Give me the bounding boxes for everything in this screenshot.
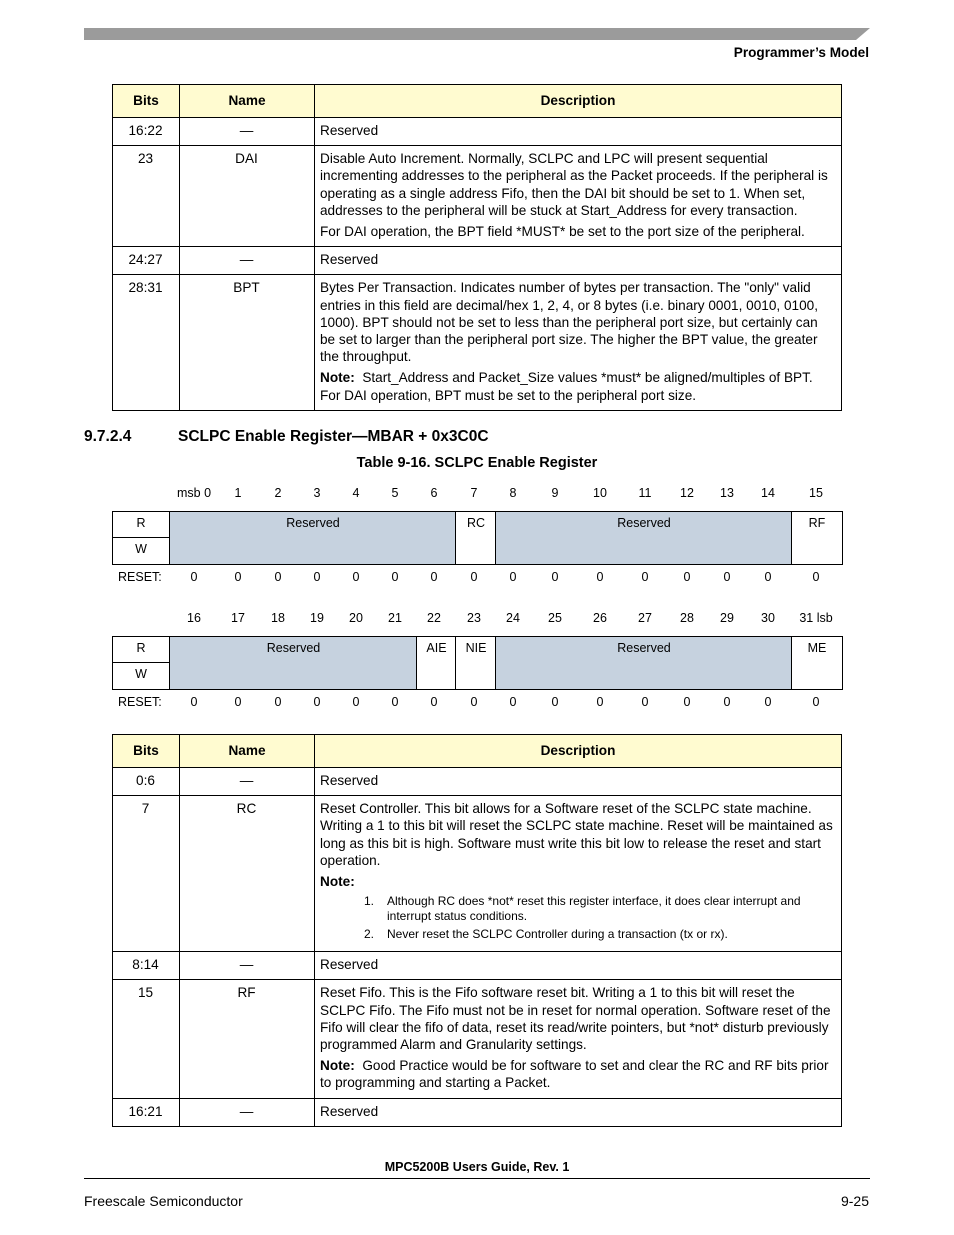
bits-cell: 8:14: [113, 952, 180, 980]
header-bar: [84, 28, 870, 40]
reset-value-9: 0: [551, 570, 559, 584]
field-rf: RF: [791, 512, 842, 564]
note-text: Start_Address and Packet_Size values *must* be aligned/multiples of BPT. For DAI operation, BPT must be set to the peripheral port size.: [320, 370, 813, 403]
table-row: [113, 796, 842, 952]
reset-values-lower: [112, 695, 843, 711]
reset-value-14: 0: [764, 695, 772, 709]
bit-number-3: 3: [313, 486, 321, 500]
bit-number-6: 6: [430, 486, 438, 500]
reset-value-2: 0: [274, 570, 282, 584]
table-row: [113, 247, 842, 275]
bits-cell: 15: [113, 980, 180, 1098]
description-cell: Disable Auto Increment. Normally, SCLPC and LPC will present sequential incrementing addresses to the peripheral as the Packet proceeds. If the peripheral is operating as a single address Fifo, then the DAI bit should be set to 1. When set, addresses to the peripheral will be stuck at Start_Address for every transaction. For DAI operation, the BPT field *MUST* be set to the port size of the peripheral.: [315, 146, 842, 247]
bit-number-14: 14: [761, 486, 775, 500]
col-header-bits: Bits: [113, 85, 180, 118]
bit-number-8: 8: [509, 486, 517, 500]
description-cell: Reserved: [315, 247, 842, 275]
reset-value-1: 0: [234, 695, 242, 709]
bit-numbers-lower: [112, 611, 843, 627]
bit-number-12: 28: [680, 611, 694, 625]
reset-label: RESET:: [118, 695, 162, 709]
description-cell: Reset Fifo. This is the Fifo software reset bit. Writing a 1 to this bit will reset the SCLPC Fifo. The Fifo must not be in reset for normal operation. Software reset of the Fifo will clear the fifo of data, reset its read/write pointers, but *not* disturb previously programmed Alarm and Granularity settings. Note: Good Practice would be for software to set and clear the RC and RF bits prior to programming and starting a Packet.: [315, 980, 842, 1098]
bit-number-8: 24: [506, 611, 520, 625]
reset-value-4: 0: [352, 570, 360, 584]
reset-value-0: 0: [190, 695, 198, 709]
description-cell: Reserved: [315, 952, 842, 980]
name-cell: BPT: [180, 275, 315, 410]
field-rc: RC: [455, 512, 496, 564]
bit-number-1: 17: [231, 611, 245, 625]
bit-number-5: 5: [391, 486, 399, 500]
bit-number-9: 25: [548, 611, 562, 625]
write-row-label: W: [135, 542, 147, 556]
field-nie: NIE: [455, 637, 496, 689]
bit-description-table-2: [112, 734, 842, 1127]
table-row: [113, 768, 842, 796]
register-fields-lower: [112, 636, 843, 690]
reset-label: RESET:: [118, 570, 162, 584]
reset-value-6: 0: [430, 570, 438, 584]
description-cell: Bytes Per Transaction. Indicates number of bytes per transaction. The "only" valid entries in this field are decimal/hex 1, 2, 4, or 8 bytes (i.e. binary 0001, 0010, 0100, 1000). BPT should not be set to less than the peripheral port size, but certainly can be set to larger than the peripheral port size. The higher the BPT value, the greater the throughput. Note: Start_Address and Packet_Size values *must* be aligned/multiples of BPT. For DAI operation, BPT must be set to the peripheral port size.: [315, 275, 842, 410]
name-cell: —: [180, 1098, 315, 1126]
reset-value-12: 0: [683, 570, 691, 584]
description-cell: Reserved: [315, 768, 842, 796]
bit-number-2: 2: [274, 486, 282, 500]
reset-value-9: 0: [551, 695, 559, 709]
footer-company: Freescale Semiconductor: [84, 1193, 243, 1209]
reset-value-3: 0: [313, 695, 321, 709]
bit-number-7: 23: [467, 611, 481, 625]
bits-cell: 23: [113, 146, 180, 247]
reset-value-5: 0: [391, 695, 399, 709]
field-reserved: Reserved: [495, 512, 792, 564]
page-header-title: Programmer’s Model: [733, 45, 869, 60]
reset-value-11: 0: [641, 695, 649, 709]
footer-divider: [84, 1178, 870, 1179]
name-cell: RF: [180, 980, 315, 1098]
reset-value-5: 0: [391, 570, 399, 584]
reset-value-11: 0: [641, 570, 649, 584]
bits-cell: 16:22: [113, 118, 180, 146]
table-row: [113, 146, 842, 247]
reset-value-10: 0: [596, 570, 604, 584]
bit-number-11: 11: [638, 486, 652, 500]
field-aie: AIE: [416, 637, 456, 689]
reset-value-6: 0: [430, 695, 438, 709]
field-reserved: Reserved: [495, 637, 792, 689]
bit-number-4: 4: [352, 486, 360, 500]
bit-number-10: 26: [593, 611, 607, 625]
note-label: Note:: [320, 874, 355, 890]
section-number: 9.7.2.4: [84, 428, 132, 445]
bit-number-15: 31 lsb: [799, 611, 833, 625]
name-cell: —: [180, 952, 315, 980]
table-row: [113, 275, 842, 410]
bit-number-11: 27: [638, 611, 652, 625]
reset-value-12: 0: [683, 695, 691, 709]
col-header-name: Name: [180, 85, 315, 118]
note-label: Note:: [320, 370, 355, 386]
reset-value-7: 0: [470, 570, 478, 584]
bit-number-12: 12: [680, 486, 694, 500]
section-title: SCLPC Enable Register—MBAR + 0x3C0C: [178, 428, 489, 445]
reset-value-4: 0: [352, 695, 360, 709]
table-row: [113, 952, 842, 980]
table-row: [113, 118, 842, 146]
reset-value-8: 0: [509, 570, 517, 584]
bit-number-0: msb 0: [176, 486, 212, 500]
bit-numbers-upper: [112, 486, 843, 502]
reset-value-8: 0: [509, 695, 517, 709]
bit-number-13: 29: [720, 611, 734, 625]
reset-value-15: 0: [812, 695, 820, 709]
section-heading: [84, 428, 489, 446]
reset-value-2: 0: [274, 695, 282, 709]
reset-values-upper: [112, 570, 843, 586]
reset-value-7: 0: [470, 695, 478, 709]
bits-cell: 16:21: [113, 1098, 180, 1126]
description-cell: Reserved: [315, 1098, 842, 1126]
field-me: ME: [791, 637, 842, 689]
note-label: Note:: [320, 1058, 355, 1074]
description-cell: Reserved: [315, 118, 842, 146]
name-cell: —: [180, 118, 315, 146]
bit-number-1: 1: [234, 486, 242, 500]
col-header-description: Description: [315, 85, 842, 118]
write-row-label: W: [135, 667, 147, 681]
bit-number-13: 13: [720, 486, 734, 500]
reset-value-1: 0: [234, 570, 242, 584]
bit-number-4: 20: [349, 611, 363, 625]
table-row: [113, 1098, 842, 1126]
list-item: 1. Although RC does *not* reset this register interface, it does clear interrupt and interrupt status conditions.: [364, 894, 801, 924]
read-row-label: R: [136, 516, 146, 530]
reset-value-10: 0: [596, 695, 604, 709]
register-fields-upper: [112, 511, 843, 565]
col-header-description: Description: [315, 735, 842, 768]
bit-number-15: 15: [809, 486, 823, 500]
bit-number-7: 7: [470, 486, 478, 500]
bit-number-10: 10: [593, 486, 607, 500]
reset-value-0: 0: [190, 570, 198, 584]
footer-page-number: 9-25: [840, 1193, 869, 1209]
bits-cell: 24:27: [113, 247, 180, 275]
description-cell: Reset Controller. This bit allows for a Software reset of the SCLPC state machine. Writing a 1 to this bit will reset the SCLPC state machine. Reset will be maintained as long as this bit is high. Software must write this bit low to release the reset and start operation. Note: 1. Although RC does *not* reset this register interface, it does clear interrupt and interrupt status conditions. 2. Never reset the SCLPC Controller during a transaction (tx or rx).: [315, 796, 842, 952]
bit-number-9: 9: [551, 486, 559, 500]
field-reserved: Reserved: [169, 512, 456, 564]
read-row-label: R: [136, 641, 146, 655]
footer-doc-title: MPC5200B Users Guide, Rev. 1: [384, 1160, 570, 1174]
note-text: Good Practice would be for software to set and clear the RC and RF bits prior to programming and starting a Packet.: [320, 1058, 829, 1091]
table-row: [113, 980, 842, 1098]
reset-value-3: 0: [313, 570, 321, 584]
name-cell: RC: [180, 796, 315, 952]
reset-value-14: 0: [764, 570, 772, 584]
col-header-bits: Bits: [113, 735, 180, 768]
name-cell: —: [180, 768, 315, 796]
bits-cell: 0:6: [113, 768, 180, 796]
bit-number-6: 22: [427, 611, 441, 625]
name-cell: —: [180, 247, 315, 275]
bits-cell: 7: [113, 796, 180, 952]
reset-value-13: 0: [723, 695, 731, 709]
table-caption: Table 9-16. SCLPC Enable Register: [356, 455, 598, 471]
reset-value-15: 0: [812, 570, 820, 584]
name-cell: DAI: [180, 146, 315, 247]
list-item: 2. Never reset the SCLPC Controller during a transaction (tx or rx).: [364, 927, 728, 942]
bit-description-table-1: [112, 84, 842, 411]
note-list: [320, 894, 835, 942]
bits-cell: 28:31: [113, 275, 180, 410]
col-header-name: Name: [180, 735, 315, 768]
bit-number-14: 30: [761, 611, 775, 625]
field-reserved: Reserved: [169, 637, 417, 689]
bit-number-0: 16: [187, 611, 201, 625]
reset-value-13: 0: [723, 570, 731, 584]
bit-number-3: 19: [310, 611, 324, 625]
bit-number-5: 21: [388, 611, 402, 625]
bit-number-2: 18: [271, 611, 285, 625]
